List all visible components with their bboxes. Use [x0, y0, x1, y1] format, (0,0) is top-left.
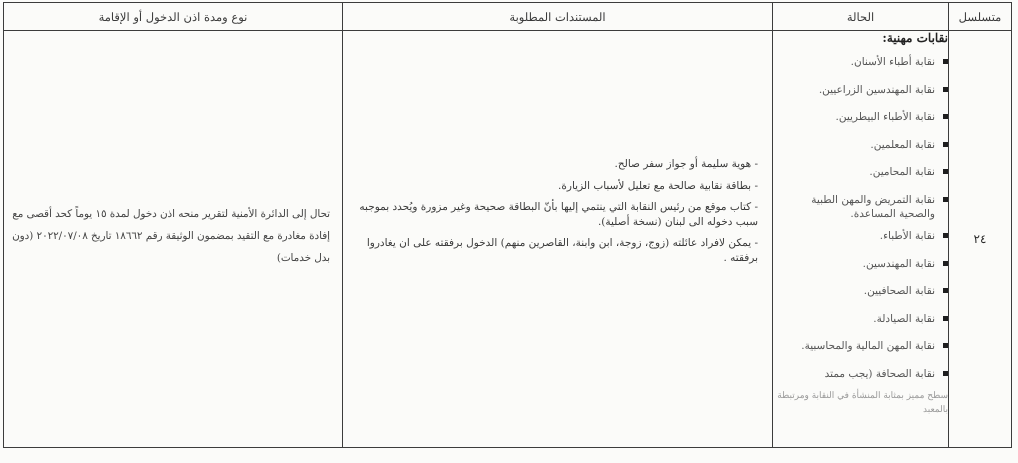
header-documents: المستندات المطلوبة — [343, 3, 773, 31]
list-item: نقابة الصحافة (يجب ممتد — [773, 367, 948, 381]
bullet-icon — [943, 114, 948, 119]
serial-cell — [949, 31, 1012, 448]
documents-cell — [343, 31, 773, 448]
list-item: نقابة أطباء الأسنان. — [773, 55, 948, 69]
bullet-icon — [943, 261, 948, 266]
bullet-icon — [943, 343, 948, 348]
list-item: نقابة الصيادلة. — [773, 312, 948, 326]
unions-list — [773, 55, 948, 381]
status-title: نقابات مهنية: — [882, 31, 948, 45]
header-status: الحالة — [773, 3, 949, 31]
bullet-icon — [943, 371, 948, 376]
list-item: نقابة الأطباء. — [773, 229, 948, 243]
status-footnote: سطح مميز بمثابة المنشأة في النقابة ومرتبطة بالمعبد — [777, 390, 948, 415]
bullet-icon — [943, 233, 948, 238]
table-header-row — [4, 3, 1012, 31]
entry-type-text: تحال إلى الدائرة الأمنية لتقرير منحه اذن دخول لمدة ١٥ يوماً كحد أقصى مع إفادة مغادرة مع التقيد بمضمون الوثيقة رقم ١٨٦٦٢ تاريخ ٢٠٢٢/٠٧/٠٨ (دون بدل خدمات) — [12, 208, 330, 264]
status-cell — [773, 31, 949, 448]
list-item: نقابة التمريض والمهن الطبية والصحية المساعدة. — [773, 193, 948, 221]
requirements-table — [3, 2, 1012, 448]
document-item: - هوية سليمة أو جواز سفر صالح. — [614, 158, 758, 170]
document-item: - يمكن لافراد عائلته (زوج، زوجة، ابن وابنة، القاصرين منهم) الدخول برفقته على ان يغادروا برفقته . — [366, 237, 758, 264]
table-row — [4, 31, 1012, 448]
serial-number: ٢٤ — [973, 232, 987, 246]
list-item: نقابة المهندسين الزراعيين. — [773, 83, 948, 97]
document-item: - كتاب موقع من رئيس النقابة التي ينتمي إليها بأنّ البطاقة صحيحة وغير مزورة ويُحدد بموجبه سبب دخوله الى لبنان (نسخة أصلية). — [359, 201, 758, 228]
bullet-icon — [943, 87, 948, 92]
bullet-icon — [943, 288, 948, 293]
document-item: - بطاقة نقابية صالحة مع تعليل لأسباب الزيارة. — [558, 179, 758, 192]
bullet-icon — [943, 316, 948, 321]
bullet-icon — [943, 197, 948, 202]
list-item: نقابة المحامين. — [773, 165, 948, 179]
bullet-icon — [943, 59, 948, 64]
header-serial: متسلسل — [949, 3, 1012, 31]
list-item: نقابة الأطباء البيطريين. — [773, 110, 948, 124]
documents-list — [358, 157, 758, 272]
list-item: نقابة المعلمين. — [773, 138, 948, 152]
list-item: نقابة الصحافيين. — [773, 284, 948, 298]
header-entry-type: نوع ومدة اذن الدخول أو الإقامة — [4, 3, 343, 31]
list-item: نقابة المهندسين. — [773, 257, 948, 271]
list-item: نقابة المهن المالية والمحاسبية. — [773, 339, 948, 353]
entry-type-cell — [4, 31, 343, 448]
bullet-icon — [943, 142, 948, 147]
bullet-icon — [943, 169, 948, 174]
